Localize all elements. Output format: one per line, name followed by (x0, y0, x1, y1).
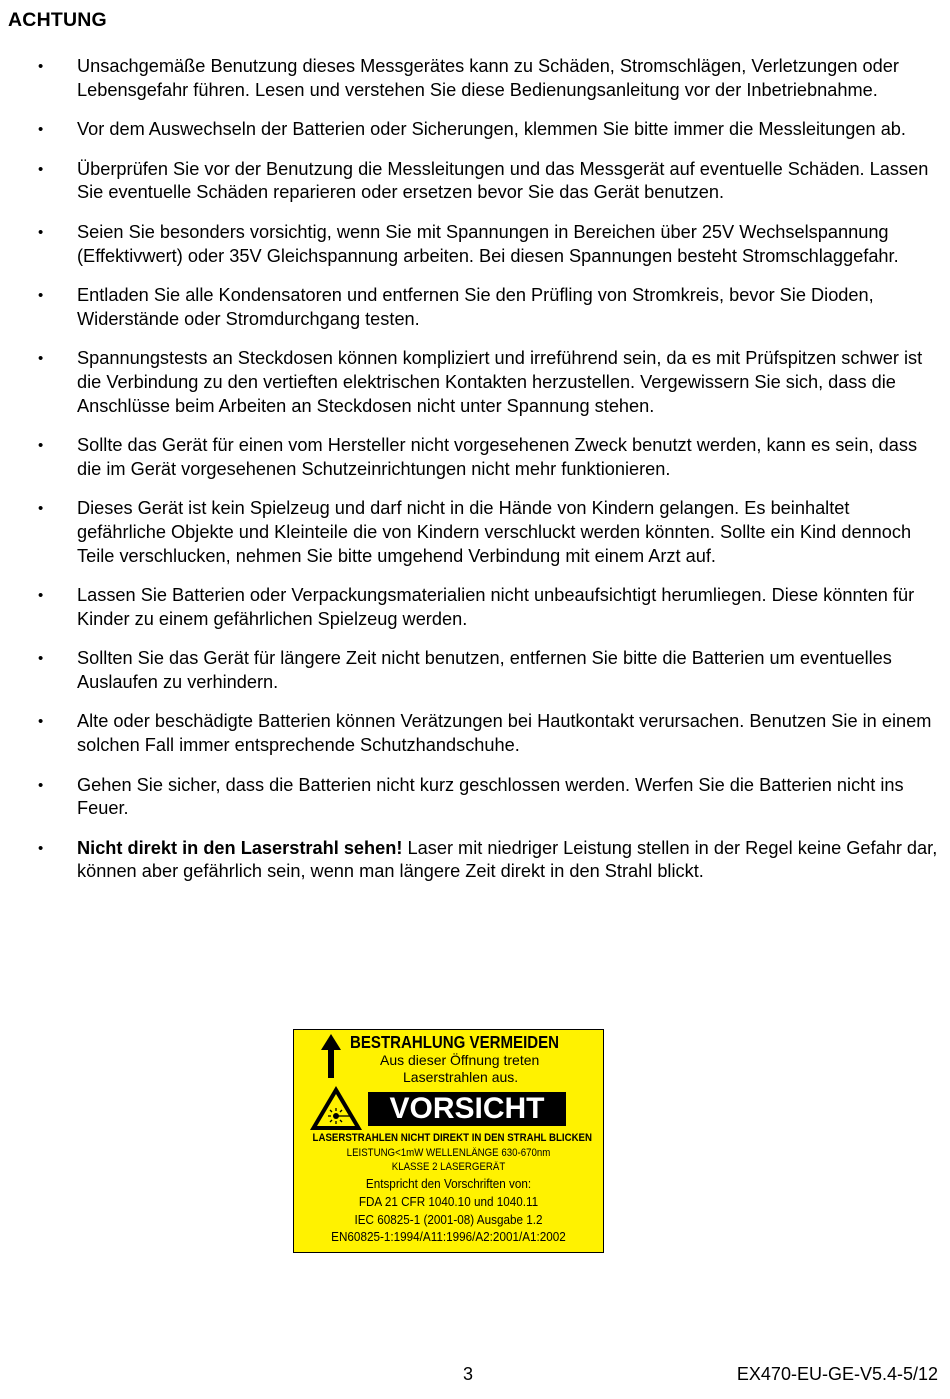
bullet: • (38, 650, 44, 668)
list-item (0, 497, 950, 568)
laser-hazard-icon (308, 1084, 364, 1132)
laser-warning-label (293, 1029, 604, 1253)
bullet: • (38, 58, 44, 75)
label-line: IEC 60825-1 (2001-08) Ausgabe 1.2 (354, 1212, 543, 1227)
list-item (0, 647, 950, 694)
bullet: • (38, 223, 44, 241)
item-text: Alte oder beschädigte Batterien können Verätzungen bei Hautkontakt verursachen. Benutzen Sie in einem solchen Fall immer entsprechende Schutzhandschuhe. (77, 711, 932, 756)
bullet: • (38, 713, 44, 731)
bullet: • (38, 350, 44, 368)
bullet: • (38, 776, 44, 794)
warning-banner: VORSICHT (368, 1092, 566, 1126)
item-text: Entladen Sie alle Kondensatoren und entfernen Sie den Prüfling von Stromkreis, bevor Sie Dioden, Widerstände oder Stromdurchgang testen. (77, 285, 874, 329)
label-title: BESTRAHLUNG VERMEIDEN (350, 1032, 560, 1052)
item-text: Vor dem Auswechseln der Batterien oder Sicherungen, klemmen Sie bitte immer die Messleitungen ab. (77, 119, 906, 140)
bullet: • (38, 287, 44, 305)
label-line: Entspricht den Vorschriften von: (365, 1176, 532, 1191)
item-text: Lassen Sie Batterien oder Verpackungsmaterialien nicht unbeaufsichtigt herumliegen. Diese könnten für Kinder zu einem gefährlichen Spielzeug werden. (77, 585, 915, 629)
item-text: Unsachgemäße Benutzung dieses Messgerätes kann zu Schäden, Stromschlägen, Verletzungen oder Lebensgefahr führen. Lesen und verstehen Sie diese Bedienungsanleitung vor der Inbetriebnahme. (77, 56, 899, 100)
list-item (0, 118, 950, 142)
item-text: Spannungstests an Steckdosen können kompliziert und irreführend sein, da es mit Prüfspitzen schwer ist die Verbindung zu den vertieften elektrischen Kontakten herzustellen. Vergewissern Sie sich, dass die Anschlüsse beim Arbeiten an Steckdosen nicht unter Spannung stehen. (77, 348, 923, 416)
label-line: KLASSE 2 LASERGERÄT (391, 1161, 506, 1173)
list-item (0, 284, 950, 331)
list-item (0, 158, 950, 205)
bullet: • (38, 160, 44, 178)
label-line: LEISTUNG<1mW WELLENLÄNGE 630-670nm (346, 1147, 551, 1159)
list-item (0, 710, 950, 757)
label-line: LASERSTRAHLEN NICHT DIREKT IN DEN STRAHL BLICKEN (312, 1132, 593, 1144)
bullet: • (38, 839, 44, 857)
page-number: 3 (463, 1364, 474, 1384)
label-subtitle-2: Laserstrahlen aus. (403, 1069, 519, 1085)
item-text: Seien Sie besonders vorsichtig, wenn Sie mit Spannungen in Bereichen über 25V Wechselspannung (Effektivwert) oder 35V Gleichspannung arbeiten. Bei diesen Spannungen besteht Stromschlaggefahr. (77, 221, 899, 266)
bullet: • (38, 437, 44, 455)
item-text: Überprüfen Sie vor der Benutzung die Messleitungen und das Messgerät auf eventuelle Schäden. Lassen Sie eventuelle Schäden reparieren oder ersetzen bevor Sie das Gerät benutzen. (77, 158, 929, 203)
list-item (0, 55, 950, 102)
list-item (0, 221, 950, 268)
bullet: • (38, 121, 44, 139)
label-line: EN60825-1:1994/A11:1996/A2:2001/A1:2002 (331, 1229, 566, 1244)
list-item (0, 837, 950, 884)
bullet: • (38, 500, 44, 518)
item-text: Gehen Sie sicher, dass die Batterien nicht kurz geschlossen werden. Werfen Sie die Batterien nicht ins Feuer. (77, 774, 904, 819)
item-text: Sollten Sie das Gerät für längere Zeit nicht benutzen, entfernen Sie bitte die Batterien um eventuelles Auslaufen zu verhindern. (77, 648, 892, 692)
document-id: EX470-EU-GE-V5.4-5/12 (736, 1364, 938, 1384)
label-line: FDA 21 CFR 1040.10 und 1040.11 (358, 1194, 539, 1209)
label-subtitle-1: Aus dieser Öffnung treten (380, 1052, 540, 1068)
item-text: Sollte das Gerät für einen vom Hersteller nicht vorgesehenen Zweck benutzt werden, kann es sein, dass die im Gerät vorgesehenen Schutzeinrichtungen nicht mehr funktionieren. (77, 435, 918, 479)
page-title: ACHTUNG (8, 9, 107, 31)
list-item (0, 347, 950, 418)
list-item (0, 774, 950, 821)
item-text: Dieses Gerät ist kein Spielzeug und darf nicht in die Hände von Kindern gelangen. Es beinhaltet gefährliche Objekte und Kleinteile die von Kindern verschluckt werden könnten. Sollte ein Kind dennoch Teile verschlucken, nehmen Sie bitte umgehend Verbindung mit einem Arzt auf. (77, 498, 912, 566)
bullet: • (38, 587, 44, 605)
warning-list (0, 55, 950, 900)
item-bold-text: Nicht direkt in den Laserstrahl sehen! (77, 837, 403, 858)
list-item (0, 584, 950, 631)
item-text: Laser mit niedriger Leistung stellen in der Regel keine Gefahr dar, können aber gefährlich sein, wenn man längere Zeit direkt in den Strahl blickt. (77, 837, 938, 882)
list-item (0, 434, 950, 481)
arrow-up-icon (321, 1034, 341, 1078)
